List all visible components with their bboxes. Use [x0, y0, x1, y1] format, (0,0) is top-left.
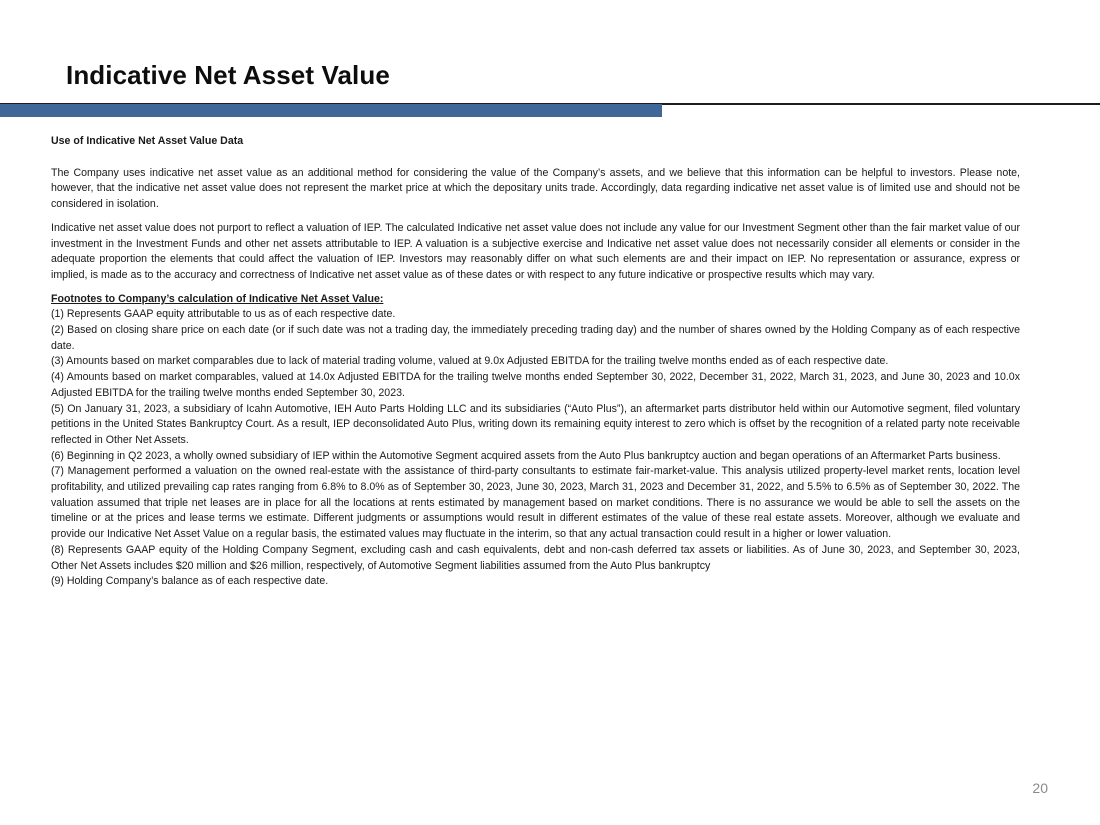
- usage-paragraph-1: The Company uses indicative net asset value as an additional method for considering the value of the Company’s assets, and we believe that this information can be helpful to investors. Please note, however, that the indicative net asset value does not represent the market price at which the depositary units trade. Accordingly, data regarding indicative net asset value is of limited use and should not be considered in isolation.: [51, 166, 1020, 211]
- usage-paragraph-2: Indicative net asset value does not purport to reflect a valuation of IEP. The calculated Indicative net asset value does not include any value for our Investment Segment other than the fair market value of our investment in the Investment Funds and other net assets attributable to IEP. A valuation is a subjective exercise and Indicative net asset value does not necessarily consider all elements or consider in the adequate proportion the elements that could affect the valuation of IEP. Investors may reasonably differ on what such elements are and their impact on IEP. No representation or assurance, express or implied, is made as to the accuracy and correctness of Indicative net asset value as of these dates or with respect to any future indicative or prospective results which may vary.: [51, 221, 1020, 281]
- footnote-7: (7) Management performed a valuation on the owned real-estate with the assistance of third-party consultants to estimate fair-market-value. This analysis utilized property-level market rents, location level profitability, and utilized prevailing cap rates ranging from 6.8% to 8.0% as of September 30, 2023, June 30, 2023, March 31, 2023 and December 31, 2022, and 5.5% to 6.5% as of September 30, 2022. The valuation assumed that triple net leases are in place for all the locations at rents estimated by management based on market conditions. There is no assurance we would be able to sell the assets on the timeline or at the prices and lease terms we estimate. Different judgments or assumptions would result in different estimates of the value of these real estate assets. Moreover, although we evaluate and provide our Indicative Net Asset Value on a regular basis, the estimated values may fluctuate in the interim, so that any actual transaction could result in a higher or lower valuation.: [51, 465, 1020, 541]
- footnote-5: (5) On January 31, 2023, a subsidiary of Icahn Automotive, IEH Auto Parts Holding LLC and its subsidiaries (“Auto Plus”), an aftermarket parts distributor held within our Automotive segment, filed voluntary petitions in the United States Bankruptcy Court. As a result, IEP deconsolidated Auto Plus, writing down its remaining equity interest to zero which is offset by the recognition of a related party note receivable reflected in Other Net Assets.: [51, 402, 1020, 446]
- content-body: [51, 134, 1020, 590]
- footnotes-heading: Footnotes to Company’s calculation of Indicative Net Asset Value:: [51, 292, 384, 305]
- page-title: Indicative Net Asset Value: [66, 60, 390, 90]
- footnotes-list: [51, 307, 1020, 590]
- footnote-4: (4) Amounts based on market comparables, valued at 14.0x Adjusted EBITDA for the trailing twelve months ended September 30, 2022, December 31, 2022, March 31, 2023, and June 30, 2023 and 10.0x Adjusted EBITDA for the trailing twelve months ended September 30, 2023.: [51, 371, 1020, 399]
- footnote-3: (3) Amounts based on market comparables due to lack of material trading volume, valued at 9.0x Adjusted EBITDA for the trailing twelve months ended as of each respective date.: [51, 355, 889, 368]
- footnote-1: (1) Represents GAAP equity attributable to us as of each respective date.: [51, 308, 396, 321]
- page-number: 20: [1032, 780, 1048, 796]
- footnote-8: (8) Represents GAAP equity of the Holding Company Segment, excluding cash and cash equivalents, debt and non-cash deferred tax assets or liabilities. As of June 30, 2023, and September 30, 2023, Other Net Assets includes $20 million and $26 million, respectively, of Automotive Segment liabilities assumed from the Auto Plus bankruptcy: [51, 543, 1020, 572]
- title-accent-bar: [0, 104, 662, 117]
- footnote-9: (9) Holding Company’s balance as of each respective date.: [51, 575, 329, 588]
- footnote-6: (6) Beginning in Q2 2023, a wholly owned subsidiary of IEP within the Automotive Segment acquired assets from the Auto Plus bankruptcy auction and began operations of an Aftermarket Parts business.: [51, 449, 1001, 462]
- usage-heading: Use of Indicative Net Asset Value Data: [51, 135, 244, 147]
- footnote-2: (2) Based on closing share price on each date (or if such date was not a trading day, the immediately preceding trading day) and the number of shares owned by the Holding Company as of each respective date.: [51, 324, 1020, 352]
